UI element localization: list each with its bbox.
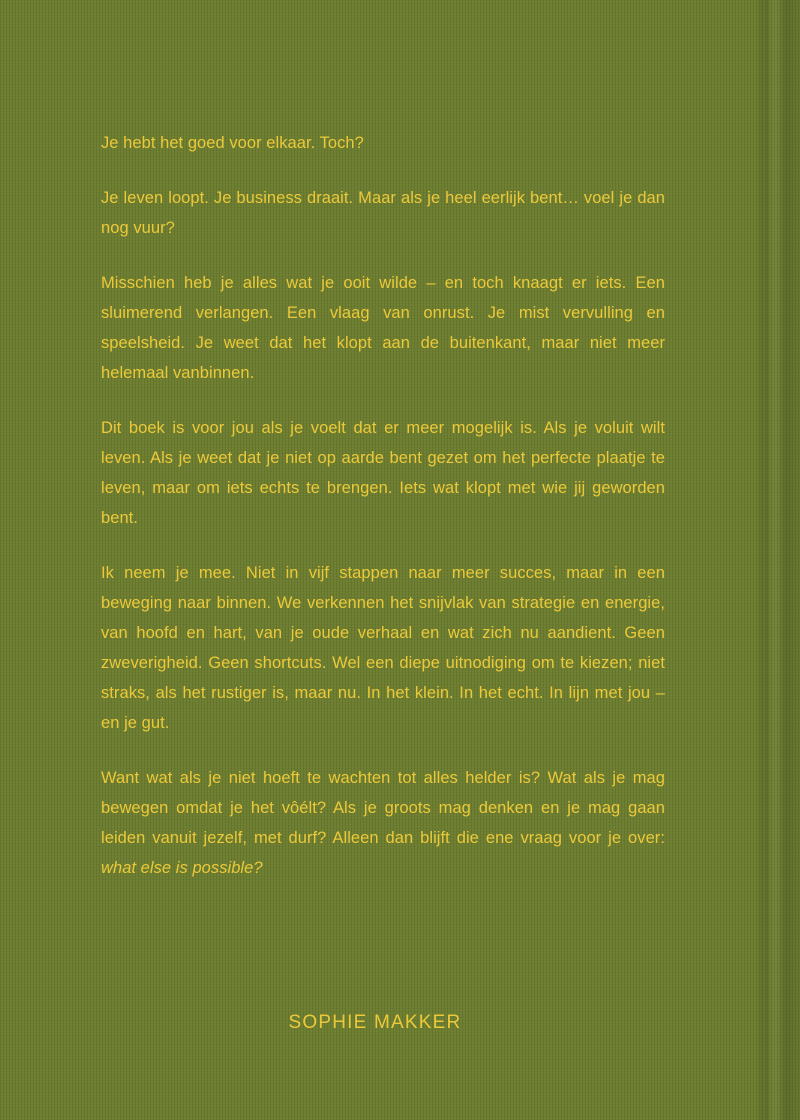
blurb-paragraph-1: Je hebt het goed voor elkaar. Toch?: [101, 134, 364, 152]
blurb-paragraph-4: Dit boek is voor jou als je voelt dat er meer mogelijk is. Als je voluit wilt leven. Als je weet dat je niet op aarde bent gezet om het perfecte plaatje te leven, maar om iets echts te brengen. Iets wat klopt met wie jij geworden bent.: [101, 419, 665, 527]
author-name: SOPHIE MAKKER: [288, 1012, 462, 1033]
blurb-paragraph-5: Ik neem je mee. Niet in vijf stappen naar meer succes, maar in een beweging naar binnen. We verkennen het snijvlak van strategie en energie, van hoofd en hart, van je oude verhaal en wat zich nu aandient. Geen zweverigheid. Geen shortcuts. Wel een diepe uitnodiging om te kiezen; niet straks, als het rustiger is, maar nu. In het klein. In het echt. In lijn met jou – en je gut.: [101, 564, 665, 732]
book-spine-shading: [756, 0, 800, 1120]
back-cover-blurb: [101, 128, 665, 908]
blurb-paragraph-6: [101, 763, 665, 883]
blurb-paragraph-6-text: Want wat als je niet hoeft te wachten tot alles helder is? Wat als je mag bewegen omdat je het vôélt? Als je groots mag denken en je mag gaan leiden vanuit jezelf, met durf? Alleen dan blijft die ene vraag voor je over:: [101, 769, 665, 847]
blurb-paragraph-3: Misschien heb je alles wat je ooit wilde – en toch knaagt er iets. Een sluimerend verlangen. Een vlaag van onrust. Je mist vervulling en speelsheid. Je weet dat het klopt aan de buitenkant, maar niet meer helemaal vanbinnen.: [101, 274, 665, 382]
book-spine-fold: [766, 0, 768, 1120]
blurb-paragraph-2: Je leven loopt. Je business draait. Maar als je heel eerlijk bent… voel je dan nog vuur?: [101, 189, 665, 237]
blurb-closing-question: what else is possible?: [101, 859, 263, 877]
